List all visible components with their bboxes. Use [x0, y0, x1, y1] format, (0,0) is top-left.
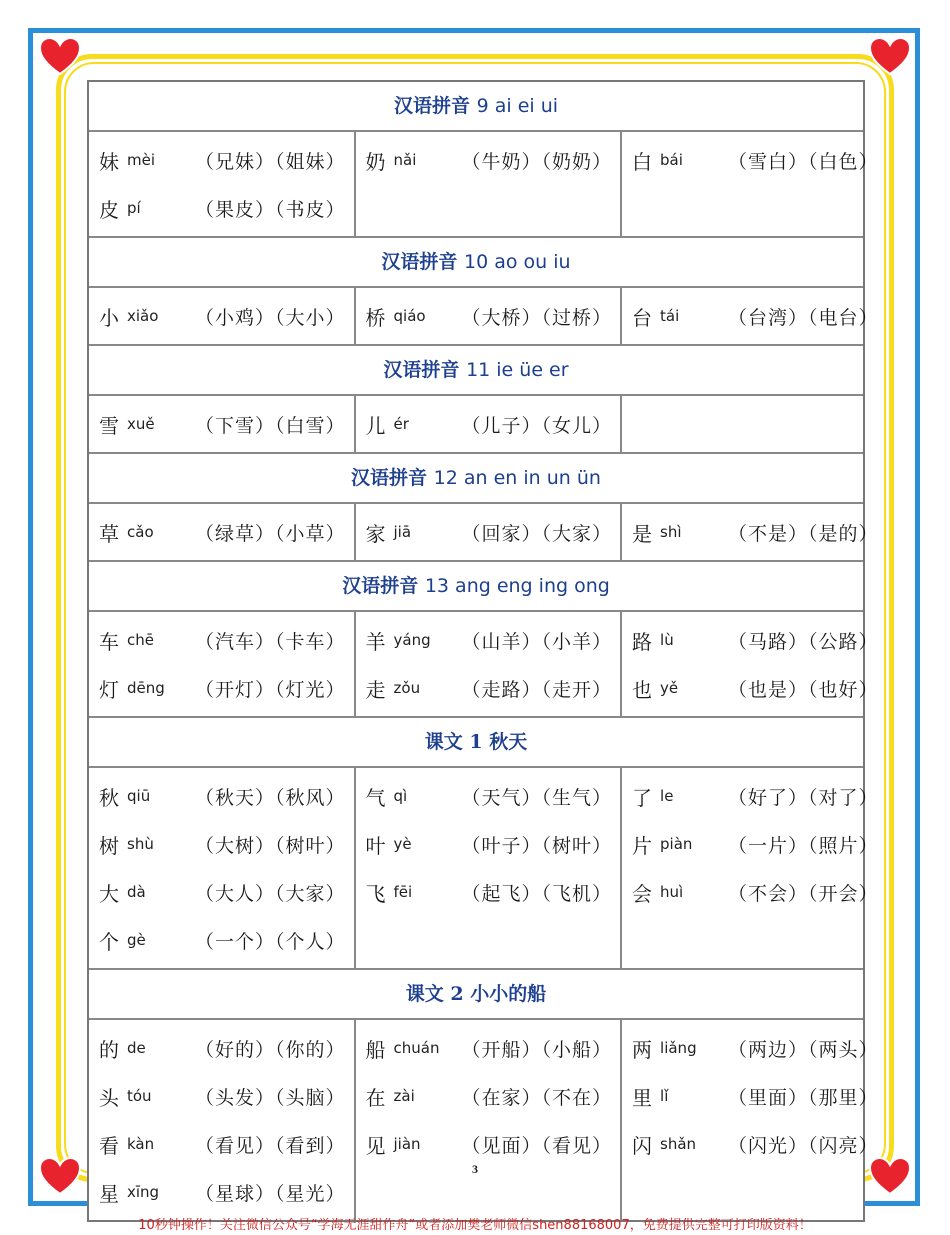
list-item [356, 1072, 621, 1120]
word-examples: （一片）（照片） [728, 834, 879, 857]
section-title-pinyin: 11 ie üe er [466, 359, 569, 381]
word-examples: （回家）（大家） [461, 522, 613, 545]
pinyin: ér [393, 415, 409, 433]
word-examples: （大人）（大家） [195, 882, 346, 905]
list-item [89, 1072, 354, 1120]
table-column [356, 768, 623, 968]
pinyin: yě [660, 679, 679, 697]
pinyin: xiǎo [127, 307, 159, 325]
list-item [356, 400, 621, 448]
list-item [622, 136, 887, 184]
word-examples: （山羊）（小羊） [461, 630, 613, 653]
character: 两 [632, 1037, 653, 1062]
character: 船 [365, 1037, 386, 1062]
character: 草 [99, 521, 119, 546]
list-item [356, 820, 621, 868]
list-item [622, 184, 887, 232]
pinyin: liǎng [660, 1039, 697, 1057]
pinyin: shì [660, 523, 682, 541]
word-examples: （也是）（也好） [728, 678, 879, 701]
table-column [89, 132, 356, 236]
list-item [89, 916, 354, 964]
list-item [356, 1024, 621, 1072]
pinyin: gè [127, 931, 146, 949]
section-title [89, 718, 863, 768]
word-examples: （牛奶）（奶奶） [461, 150, 613, 173]
table-column [622, 768, 887, 968]
word-examples: （儿子）（女儿） [461, 414, 613, 437]
character: 也 [632, 677, 653, 702]
pinyin: xīng [127, 1183, 160, 1201]
pinyin: jiā [393, 523, 412, 541]
character: 里 [632, 1085, 653, 1110]
word-examples: （好了）（对了） [728, 786, 879, 809]
word-examples: （起飞）（飞机） [461, 882, 613, 905]
section-title [89, 82, 863, 132]
list-item [89, 508, 354, 556]
table-column [356, 132, 623, 236]
word-examples: （闪光）（闪亮） [728, 1134, 879, 1157]
section-rows [89, 612, 879, 718]
word-examples: （雪白）（白色） [728, 150, 879, 173]
pinyin: yè [393, 835, 412, 853]
table-column [622, 612, 887, 716]
section-title-label: 汉语拼音 [393, 95, 470, 117]
list-item [89, 292, 354, 340]
pinyin: de [127, 1039, 146, 1057]
list-item [89, 664, 354, 712]
word-examples: （看见）（看到） [195, 1134, 346, 1157]
word-examples: （在家）（不在） [461, 1086, 613, 1109]
character: 气 [365, 785, 386, 810]
list-item [622, 868, 887, 916]
character: 灯 [99, 677, 119, 702]
list-item [356, 916, 621, 964]
table-column [89, 288, 356, 344]
character: 在 [365, 1085, 386, 1110]
list-item [622, 400, 863, 448]
list-item [622, 1072, 887, 1120]
table-column [622, 1020, 887, 1220]
list-item [89, 616, 354, 664]
pinyin: tóu [127, 1087, 152, 1105]
section-title-label: 课文 1 秋天 [424, 731, 528, 753]
list-item [356, 664, 621, 712]
pinyin: yáng [393, 631, 431, 649]
list-item [622, 772, 887, 820]
character: 走 [365, 677, 386, 702]
pinyin: chuán [393, 1039, 440, 1057]
section-title [89, 970, 863, 1020]
section-rows [89, 132, 879, 238]
pinyin: le [660, 787, 674, 805]
word-examples: （头发）（头脑） [195, 1086, 346, 1109]
table-column [356, 612, 623, 716]
character: 小 [99, 305, 119, 330]
pinyin: nǎi [393, 151, 417, 169]
section-rows [89, 768, 879, 970]
word-examples: （叶子）（树叶） [461, 834, 613, 857]
character: 了 [632, 785, 653, 810]
character: 片 [632, 833, 653, 858]
character: 大 [99, 881, 119, 906]
list-item [89, 1120, 354, 1168]
list-item [622, 292, 887, 340]
list-item [356, 184, 621, 232]
list-item [622, 916, 887, 964]
pinyin: piàn [660, 835, 693, 853]
word-examples: （小鸡）（大小） [195, 306, 346, 329]
word-examples: （不会）（开会） [728, 882, 879, 905]
character: 路 [632, 629, 653, 654]
table-column [622, 396, 863, 452]
section-title [89, 238, 863, 288]
list-item [89, 820, 354, 868]
footer-note: 10秒钟操作！关注微信公众号“学海无涯甜作舟”或者添加樊老师微信shen88168007，免费提供完整可打印版资料！ [138, 1218, 812, 1233]
word-examples: （台湾）（电台） [728, 306, 879, 329]
pinyin: tái [660, 307, 680, 325]
section-title-pinyin: 13 ang eng ing ong [424, 575, 610, 597]
word-examples: （走路）（走开） [461, 678, 613, 701]
list-item [89, 772, 354, 820]
pinyin: jiàn [393, 1135, 421, 1153]
word-examples: （下雪）（白雪） [195, 414, 346, 437]
character: 皮 [99, 197, 119, 222]
list-item [356, 616, 621, 664]
list-item [356, 136, 621, 184]
word-examples: （星球）（星光） [195, 1182, 346, 1205]
word-examples: （马路）（公路） [728, 630, 879, 653]
section-title-pinyin: 9 ai ei ui [476, 95, 559, 117]
list-item [89, 868, 354, 916]
character: 是 [632, 521, 653, 546]
character: 车 [99, 629, 119, 654]
page-number: 3 [472, 1162, 478, 1176]
heart-icon [868, 36, 912, 76]
pinyin: huì [660, 883, 684, 901]
character: 会 [632, 881, 653, 906]
character: 闪 [632, 1133, 653, 1158]
table-column [622, 132, 887, 236]
section-title-label: 汉语拼音 [381, 251, 458, 273]
list-item [89, 1024, 354, 1072]
pinyin: shǎn [660, 1135, 697, 1153]
table-column [89, 768, 356, 968]
word-examples: （开船）（小船） [461, 1038, 613, 1061]
section-title [89, 454, 863, 504]
word-examples: （汽车）（卡车） [195, 630, 346, 653]
table-column [89, 612, 356, 716]
list-item [356, 292, 621, 340]
character: 树 [99, 833, 119, 858]
pinyin: zài [393, 1087, 415, 1105]
section-title [89, 346, 863, 396]
list-item [622, 508, 887, 556]
word-examples: （里面）（那里） [728, 1086, 879, 1109]
list-item [622, 616, 887, 664]
section-title-pinyin: 12 an en in un ün [433, 467, 601, 489]
character: 见 [365, 1133, 386, 1158]
table-column [89, 504, 356, 560]
character: 妹 [99, 149, 119, 174]
list-item [622, 1024, 887, 1072]
word-examples: （见面）（看见） [461, 1134, 613, 1157]
list-item [356, 868, 621, 916]
character: 台 [632, 305, 653, 330]
section-rows [89, 396, 863, 454]
word-examples: （一个）（个人） [195, 930, 346, 953]
section-title-label: 汉语拼音 [342, 575, 419, 597]
list-item [356, 508, 621, 556]
word-examples: （大树）（树叶） [195, 834, 346, 857]
character: 叶 [365, 833, 386, 858]
pinyin: zǒu [393, 679, 421, 697]
word-examples: （两边）（两头） [728, 1038, 879, 1061]
list-item [622, 664, 887, 712]
section-rows [89, 504, 879, 562]
word-examples: （秋天）（秋风） [195, 786, 346, 809]
heart-icon [38, 36, 82, 76]
vocabulary-table [87, 80, 879, 1222]
pinyin: shù [127, 835, 154, 853]
pinyin: lù [660, 631, 674, 649]
table-column [622, 504, 887, 560]
pinyin: qiáo [393, 307, 426, 325]
word-examples: （兄妹）（姐妹） [195, 150, 346, 173]
character: 儿 [365, 413, 386, 438]
character: 桥 [365, 305, 386, 330]
word-examples: （天气）（生气） [461, 786, 613, 809]
table-column [356, 504, 623, 560]
table-column [89, 396, 356, 452]
list-item [89, 136, 354, 184]
word-examples: （开灯）（灯光） [195, 678, 346, 701]
pinyin: fēi [393, 883, 413, 901]
character: 秋 [99, 785, 119, 810]
section-rows [89, 1020, 879, 1220]
pinyin: mèi [127, 151, 156, 169]
section-rows [89, 288, 879, 346]
pinyin: xuě [127, 415, 155, 433]
table-column [89, 1020, 356, 1220]
word-examples: （大桥）（过桥） [461, 306, 613, 329]
list-item [89, 400, 354, 448]
pinyin: lǐ [660, 1087, 669, 1105]
section-title-label: 课文 2 小小的船 [405, 983, 547, 1005]
section-title [89, 562, 863, 612]
word-examples: （绿草）（小草） [195, 522, 346, 545]
pinyin: pí [127, 199, 141, 217]
table-column [622, 288, 887, 344]
character: 白 [632, 149, 653, 174]
table-column [356, 1020, 623, 1220]
character: 头 [99, 1085, 119, 1110]
pinyin: cǎo [127, 523, 154, 541]
pinyin: qì [393, 787, 408, 805]
table-column [356, 288, 623, 344]
table-column [356, 396, 623, 452]
pinyin: chē [127, 631, 154, 649]
list-item [356, 1120, 621, 1168]
character: 的 [99, 1037, 119, 1062]
character: 星 [99, 1181, 119, 1206]
word-examples: （不是）（是的） [728, 522, 879, 545]
word-examples: （好的）（你的） [195, 1038, 346, 1061]
character: 飞 [365, 881, 386, 906]
character: 羊 [365, 629, 386, 654]
pinyin: dēng [127, 679, 165, 697]
list-item [622, 1120, 887, 1168]
list-item [356, 772, 621, 820]
pinyin: dà [127, 883, 146, 901]
list-item [89, 184, 354, 232]
character: 个 [99, 929, 119, 954]
section-title-label: 汉语拼音 [383, 359, 460, 381]
section-title-pinyin: 10 ao ou iu [464, 251, 571, 273]
section-title-label: 汉语拼音 [351, 467, 428, 489]
character: 奶 [365, 149, 386, 174]
pinyin: bái [660, 151, 683, 169]
character: 家 [365, 521, 386, 546]
pinyin: qiū [127, 787, 151, 805]
pinyin: kàn [127, 1135, 155, 1153]
character: 看 [99, 1133, 119, 1158]
list-item [622, 820, 887, 868]
character: 雪 [99, 413, 119, 438]
word-examples: （果皮）（书皮） [195, 198, 346, 221]
